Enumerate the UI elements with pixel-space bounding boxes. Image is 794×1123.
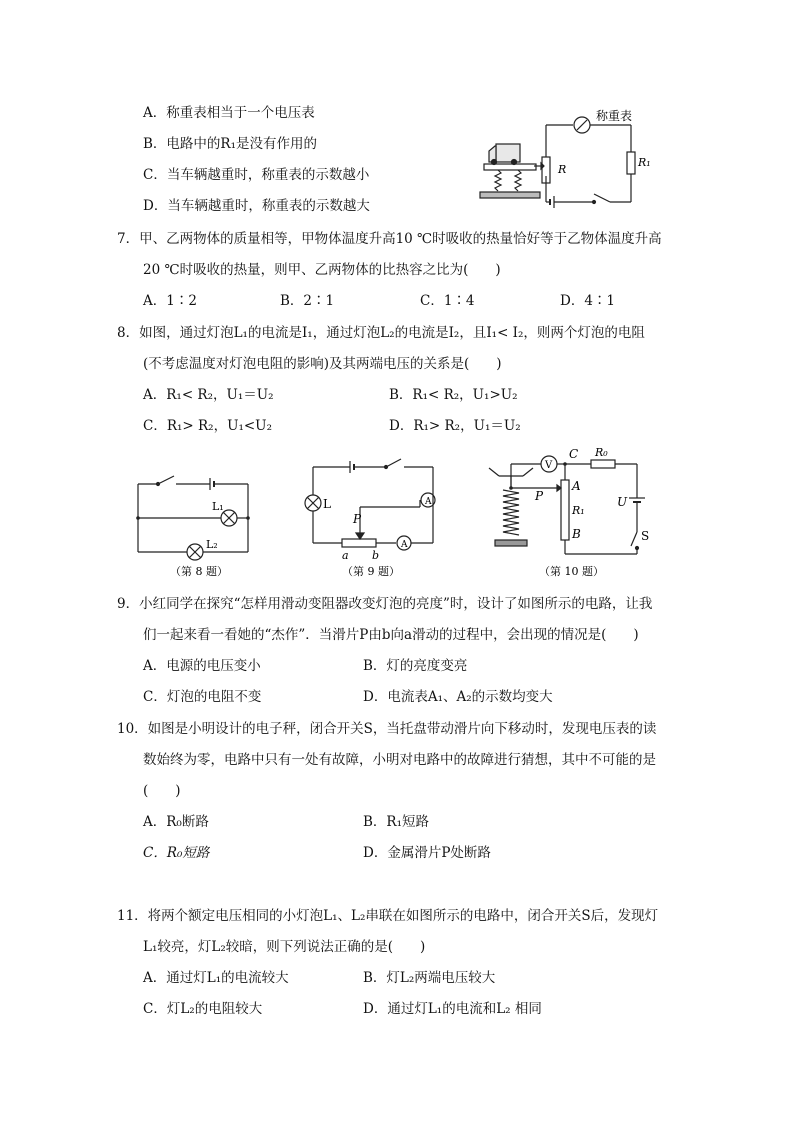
q10-option-c: C．R₀短路 — [143, 845, 210, 861]
q9-stem-line1: 9．小红同学在探究“怎样用滑动变阻器改变灯泡的亮度”时，设计了如图所示的电路，让我 — [117, 596, 653, 612]
q10-stem-line1: 10．如图是小明设计的电子秤，闭合开关S，当托盘带动滑片向下移动时，发现电压表的读 — [117, 721, 657, 737]
q9-option-c: C．灯泡的电阻不变 — [143, 689, 262, 705]
q7-option-b: B．2∶1 — [280, 293, 335, 309]
q6-weighing-circuit-figure — [478, 104, 678, 212]
q8-option-b: B．R₁< R₂，U₁>U₂ — [389, 387, 518, 403]
fig8-parallel-circuit — [128, 468, 258, 580]
fig10-caption: （第 10 题） — [539, 565, 604, 578]
fig10-c-label: C — [569, 447, 579, 461]
q7-stem-line1: 7．甲、乙两物体的质量相等，甲物体温度升高10 ℃时吸收的热量恰好等于乙物体温度升高 — [117, 231, 662, 247]
q11-option-c: C．灯L₂的电阻较大 — [143, 1001, 263, 1017]
fig9-ammeter1-icon: A — [425, 497, 432, 507]
q11-option-a: A．通过灯L₁的电流较大 — [143, 970, 289, 986]
q7-stem-line2: 20 ℃时吸收的热量，则甲、乙两物体的比热容之比为( ) — [143, 262, 501, 278]
q10-option-a: A．R₀断路 — [143, 814, 209, 830]
fig9-ammeter2-icon: A — [401, 540, 408, 550]
q10-option-d: D．金属滑片P处断路 — [363, 845, 491, 861]
q6-option-d: D．当车辆越重时，称重表的示数越大 — [143, 198, 370, 214]
q11-option-b: B．灯L₂两端电压较大 — [363, 970, 496, 986]
fig9-caption: （第 9 题） — [342, 565, 400, 578]
fig10-s-label: S — [641, 529, 650, 543]
fig9-lamp-label: L — [323, 497, 331, 511]
fig10-b-label: B — [572, 527, 581, 541]
q6-option-b: B．电路中的R₁是没有作用的 — [143, 136, 317, 152]
fig8-l1-label: L₁ — [212, 500, 224, 513]
weighing-meter-label: 称重表 — [596, 109, 633, 123]
q8-stem-line1: 8．如图，通过灯泡L₁的电流是I₁，通过灯泡L₂的电流是I₂，且I₁< I₂，则两个灯泡的电阻 — [117, 325, 645, 341]
q9-option-d: D．电流表A₁、A₂的示数均变大 — [363, 689, 553, 705]
fig10-electronic-scale-circuit — [483, 440, 653, 580]
fig10-u-label: U — [617, 495, 628, 509]
q11-stem-line1: 11．将两个额定电压相同的小灯泡L₁、L₂串联在如图所示的电路中，闭合开关S后，发现灯 — [117, 908, 659, 924]
fig9-rheostat-circuit — [298, 455, 448, 580]
q8-option-d: D．R₁> R₂，U₁＝U₂ — [389, 418, 521, 434]
fig10-p-label: P — [535, 489, 544, 503]
q6-option-c: C．当车辆越重时，称重表的示数越小 — [143, 167, 370, 183]
q7-option-c: C．1∶4 — [420, 293, 475, 309]
q6-option-a: A．称重表相当于一个电压表 — [143, 105, 315, 121]
q8-stem-line2: (不考虑温度对灯泡电阻的影响)及其两端电压的关系是( ) — [143, 356, 502, 372]
fig9-end-b-label: b — [372, 549, 380, 562]
q11-option-d: D．通过灯L₁的电流和L₂ 相同 — [363, 1001, 542, 1017]
fig10-r1-label: R₁ — [572, 504, 585, 517]
q9-stem-line2: 们一起来看一看她的“杰作”．当滑片P由b向a滑动的过程中，会出现的情况是( ) — [143, 627, 639, 643]
fig9-end-a-label: a — [342, 549, 349, 562]
q7-option-a: A．1∶2 — [143, 293, 197, 309]
q8-option-c: C．R₁> R₂，U₁<U₂ — [143, 418, 272, 434]
fig10-voltmeter-icon: V — [545, 460, 553, 471]
q9-option-a: A．电源的电压变小 — [143, 658, 261, 674]
q10-stem-line3: ( ) — [143, 783, 181, 799]
q7-option-d: D．4∶1 — [560, 293, 616, 309]
q9-option-b: B．灯的亮度变亮 — [363, 658, 468, 674]
rheostat-r-label: R — [558, 163, 567, 176]
q10-stem-line2: 数始终为零，电路中只有一处有故障，小明对电路中的故障进行猜想，其中不可能的是 — [143, 752, 656, 768]
q8-option-a: A．R₁< R₂，U₁＝U₂ — [143, 387, 274, 403]
q11-stem-line2: L₁较亮，灯L₂较暗，则下列说法正确的是( ) — [143, 939, 426, 955]
fig9-slider-p-label: P — [353, 512, 362, 526]
fig8-l2-label: L₂ — [206, 538, 218, 551]
q10-option-b: B．R₁短路 — [363, 814, 429, 830]
fig10-a-label: A — [572, 479, 581, 493]
fig8-caption: （第 8 题） — [170, 565, 228, 578]
resistor-r1-label: R₁ — [638, 156, 651, 169]
fig10-r0-label: R₀ — [595, 446, 608, 459]
